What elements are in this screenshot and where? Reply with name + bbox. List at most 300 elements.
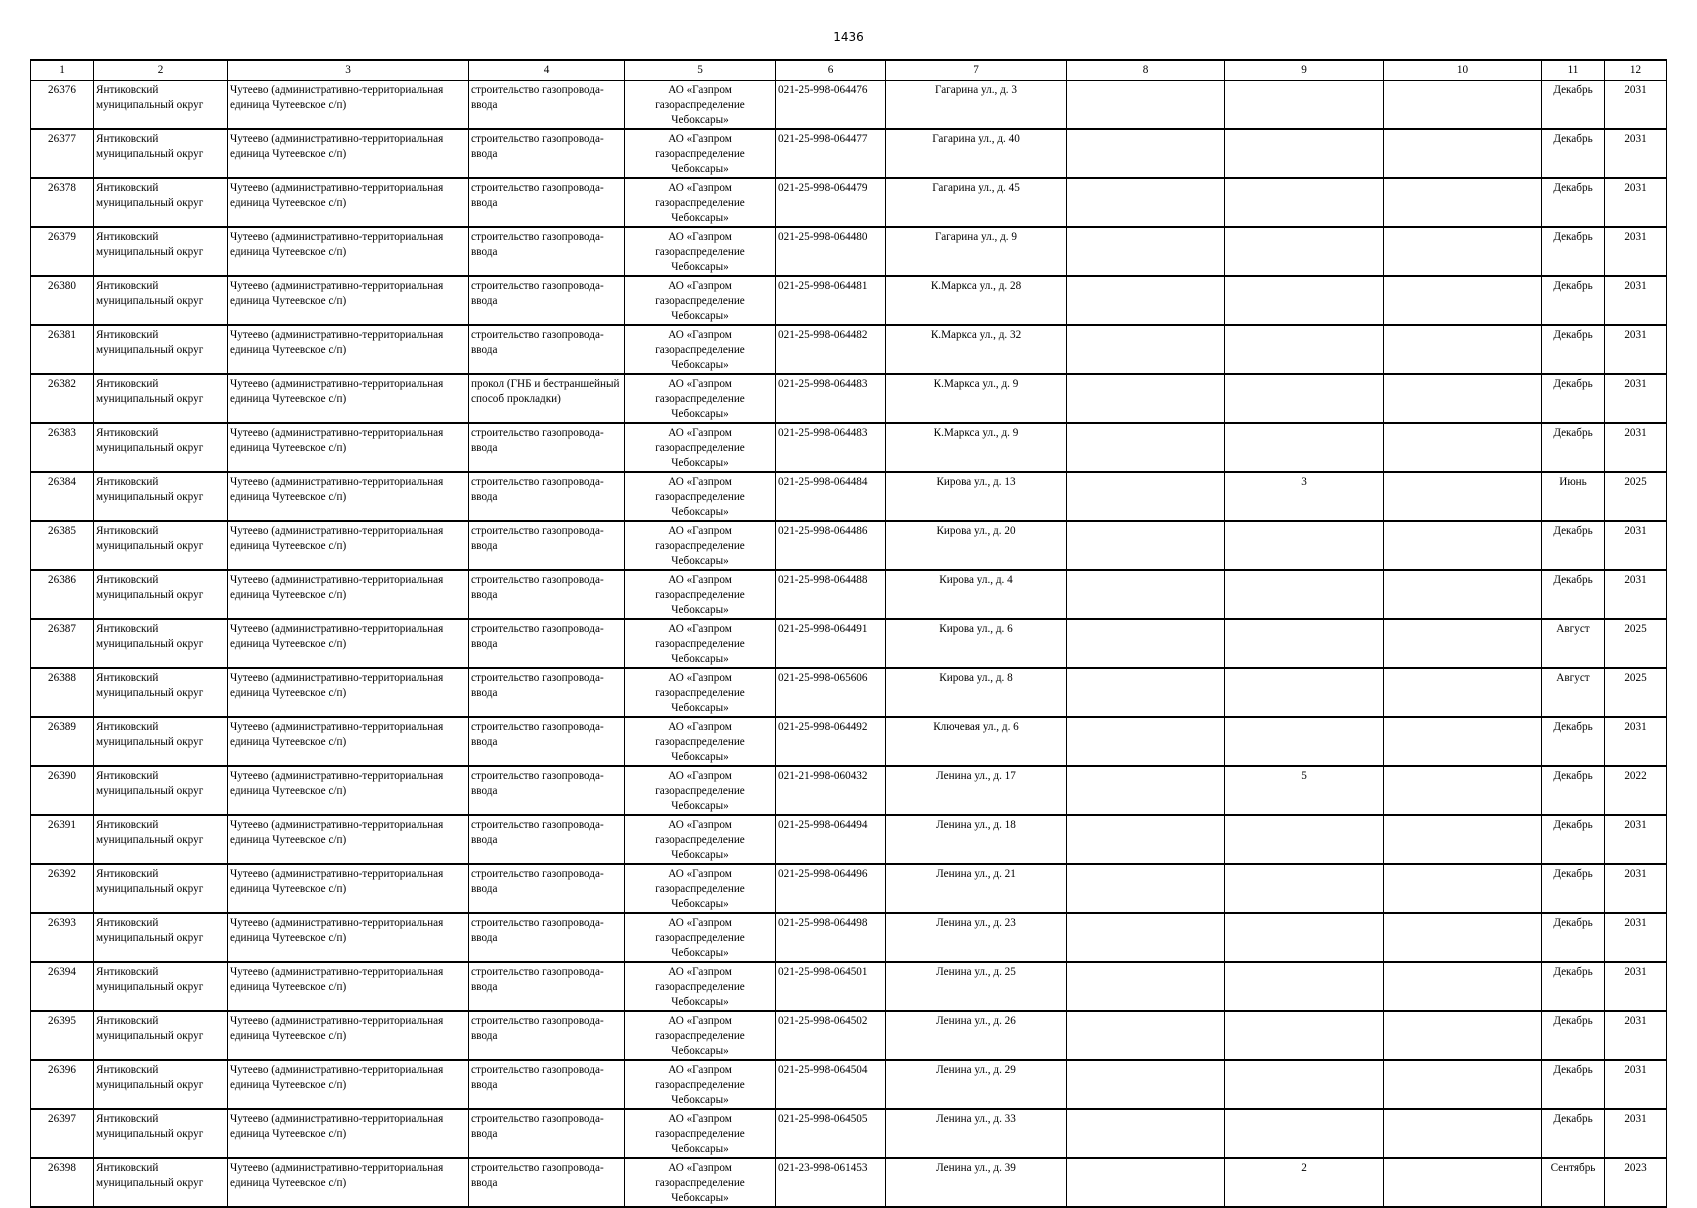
row-number-cell: 26383 — [31, 423, 94, 472]
column-9-cell — [1225, 815, 1384, 864]
year-cell: 2022 — [1605, 766, 1667, 815]
object-code-cell: 021-25-998-064479 — [776, 178, 886, 227]
table-row — [31, 227, 1667, 276]
column-8-cell — [1067, 717, 1225, 766]
row-number-cell: 26381 — [31, 325, 94, 374]
address-cell: Кирова ул., д. 4 — [886, 570, 1067, 619]
column-10-cell — [1384, 815, 1542, 864]
column-9-cell — [1225, 619, 1384, 668]
work-type-cell: строительство газопровода-ввода — [469, 423, 625, 472]
month-cell: Декабрь — [1542, 766, 1605, 815]
locality-cell: Чутеево (административно-территориальная единица Чутеевское с/п) — [228, 1011, 469, 1060]
year-cell: 2031 — [1605, 178, 1667, 227]
column-9-cell — [1225, 1011, 1384, 1060]
row-number-cell: 26386 — [31, 570, 94, 619]
month-cell: Июнь — [1542, 472, 1605, 521]
column-9-cell — [1225, 962, 1384, 1011]
locality-cell: Чутеево (административно-территориальная единица Чутеевское с/п) — [228, 1060, 469, 1109]
month-cell: Декабрь — [1542, 227, 1605, 276]
year-cell: 2031 — [1605, 521, 1667, 570]
address-cell: Ленина ул., д. 29 — [886, 1060, 1067, 1109]
column-10-cell — [1384, 1109, 1542, 1158]
column-10-cell — [1384, 570, 1542, 619]
organization-cell: АО «Газпром газораспределение Чебоксары» — [625, 619, 776, 668]
address-cell: К.Маркса ул., д. 9 — [886, 423, 1067, 472]
column-8-cell — [1067, 276, 1225, 325]
district-cell: Янтиковский муниципальный округ — [94, 521, 228, 570]
organization-cell: АО «Газпром газораспределение Чебоксары» — [625, 1109, 776, 1158]
year-cell: 2025 — [1605, 668, 1667, 717]
table-row — [31, 864, 1667, 913]
organization-cell: АО «Газпром газораспределение Чебоксары» — [625, 81, 776, 130]
locality-cell: Чутеево (административно-территориальная единица Чутеевское с/п) — [228, 619, 469, 668]
row-number-cell: 26394 — [31, 962, 94, 1011]
column-8-cell — [1067, 81, 1225, 130]
district-cell: Янтиковский муниципальный округ — [94, 178, 228, 227]
work-type-cell: строительство газопровода-ввода — [469, 325, 625, 374]
district-cell: Янтиковский муниципальный округ — [94, 913, 228, 962]
month-cell: Декабрь — [1542, 276, 1605, 325]
district-cell: Янтиковский муниципальный округ — [94, 1158, 228, 1207]
month-cell: Декабрь — [1542, 864, 1605, 913]
district-cell: Янтиковский муниципальный округ — [94, 276, 228, 325]
year-cell: 2031 — [1605, 129, 1667, 178]
year-cell: 2031 — [1605, 1011, 1667, 1060]
district-cell: Янтиковский муниципальный округ — [94, 962, 228, 1011]
object-code-cell: 021-25-998-064494 — [776, 815, 886, 864]
row-number-cell: 26391 — [31, 815, 94, 864]
work-type-cell: строительство газопровода-ввода — [469, 227, 625, 276]
table-row — [31, 913, 1667, 962]
organization-cell: АО «Газпром газораспределение Чебоксары» — [625, 521, 776, 570]
column-10-cell — [1384, 325, 1542, 374]
column-9-cell — [1225, 178, 1384, 227]
work-type-cell: строительство газопровода-ввода — [469, 472, 625, 521]
organization-cell: АО «Газпром газораспределение Чебоксары» — [625, 1158, 776, 1207]
district-cell: Янтиковский муниципальный округ — [94, 1109, 228, 1158]
month-cell: Декабрь — [1542, 521, 1605, 570]
organization-cell: АО «Газпром газораспределение Чебоксары» — [625, 472, 776, 521]
column-8-cell — [1067, 1109, 1225, 1158]
locality-cell: Чутеево (административно-территориальная единица Чутеевское с/п) — [228, 1158, 469, 1207]
locality-cell: Чутеево (административно-территориальная единица Чутеевское с/п) — [228, 668, 469, 717]
work-type-cell: строительство газопровода-ввода — [469, 570, 625, 619]
table-row — [31, 962, 1667, 1011]
object-code-cell: 021-23-998-061453 — [776, 1158, 886, 1207]
column-10-cell — [1384, 374, 1542, 423]
column-header: 4 — [469, 60, 625, 81]
year-cell: 2031 — [1605, 570, 1667, 619]
column-8-cell — [1067, 619, 1225, 668]
row-number-cell: 26385 — [31, 521, 94, 570]
district-cell: Янтиковский муниципальный округ — [94, 570, 228, 619]
organization-cell: АО «Газпром газораспределение Чебоксары» — [625, 717, 776, 766]
column-9-cell: 5 — [1225, 766, 1384, 815]
year-cell: 2031 — [1605, 962, 1667, 1011]
organization-cell: АО «Газпром газораспределение Чебоксары» — [625, 178, 776, 227]
year-cell: 2031 — [1605, 227, 1667, 276]
work-type-cell: строительство газопровода-ввода — [469, 1158, 625, 1207]
table-row — [31, 325, 1667, 374]
column-10-cell — [1384, 81, 1542, 130]
locality-cell: Чутеево (административно-территориальная единица Чутеевское с/п) — [228, 815, 469, 864]
object-code-cell: 021-25-998-064492 — [776, 717, 886, 766]
column-header: 7 — [886, 60, 1067, 81]
object-code-cell: 021-25-998-064498 — [776, 913, 886, 962]
table-row — [31, 472, 1667, 521]
table-row — [31, 1060, 1667, 1109]
object-code-cell: 021-25-998-064486 — [776, 521, 886, 570]
column-10-cell — [1384, 423, 1542, 472]
locality-cell: Чутеево (административно-территориальная единица Чутеевское с/п) — [228, 129, 469, 178]
district-cell: Янтиковский муниципальный округ — [94, 717, 228, 766]
column-10-cell — [1384, 619, 1542, 668]
year-cell: 2031 — [1605, 325, 1667, 374]
locality-cell: Чутеево (административно-территориальная единица Чутеевское с/п) — [228, 864, 469, 913]
organization-cell: АО «Газпром газораспределение Чебоксары» — [625, 227, 776, 276]
district-cell: Янтиковский муниципальный округ — [94, 423, 228, 472]
locality-cell: Чутеево (административно-территориальная единица Чутеевское с/п) — [228, 570, 469, 619]
column-header: 12 — [1605, 60, 1667, 81]
organization-cell: АО «Газпром газораспределение Чебоксары» — [625, 1011, 776, 1060]
locality-cell: Чутеево (административно-территориальная единица Чутеевское с/п) — [228, 423, 469, 472]
object-code-cell: 021-25-998-064491 — [776, 619, 886, 668]
district-cell: Янтиковский муниципальный округ — [94, 619, 228, 668]
work-type-cell: строительство газопровода-ввода — [469, 1109, 625, 1158]
object-code-cell: 021-25-998-064502 — [776, 1011, 886, 1060]
locality-cell: Чутеево (административно-территориальная единица Чутеевское с/п) — [228, 81, 469, 130]
work-type-cell: строительство газопровода-ввода — [469, 962, 625, 1011]
locality-cell: Чутеево (административно-территориальная единица Чутеевское с/п) — [228, 913, 469, 962]
district-cell: Янтиковский муниципальный округ — [94, 472, 228, 521]
object-code-cell: 021-25-998-064476 — [776, 81, 886, 130]
year-cell: 2025 — [1605, 472, 1667, 521]
organization-cell: АО «Газпром газораспределение Чебоксары» — [625, 815, 776, 864]
year-cell: 2031 — [1605, 717, 1667, 766]
work-type-cell: строительство газопровода-ввода — [469, 1060, 625, 1109]
year-cell: 2031 — [1605, 1109, 1667, 1158]
column-9-cell — [1225, 570, 1384, 619]
address-cell: Кирова ул., д. 6 — [886, 619, 1067, 668]
organization-cell: АО «Газпром газораспределение Чебоксары» — [625, 766, 776, 815]
column-8-cell — [1067, 472, 1225, 521]
column-header: 6 — [776, 60, 886, 81]
row-number-cell: 26384 — [31, 472, 94, 521]
district-cell: Янтиковский муниципальный округ — [94, 815, 228, 864]
column-9-cell — [1225, 227, 1384, 276]
column-header: 11 — [1542, 60, 1605, 81]
year-cell: 2031 — [1605, 1060, 1667, 1109]
locality-cell: Чутеево (административно-территориальная единица Чутеевское с/п) — [228, 717, 469, 766]
month-cell: Август — [1542, 619, 1605, 668]
table-row — [31, 178, 1667, 227]
column-8-cell — [1067, 570, 1225, 619]
column-8-cell — [1067, 864, 1225, 913]
year-cell: 2023 — [1605, 1158, 1667, 1207]
organization-cell: АО «Газпром газораспределение Чебоксары» — [625, 276, 776, 325]
column-8-cell — [1067, 962, 1225, 1011]
table-row — [31, 521, 1667, 570]
object-code-cell: 021-25-998-064484 — [776, 472, 886, 521]
table-row — [31, 717, 1667, 766]
district-cell: Янтиковский муниципальный округ — [94, 374, 228, 423]
address-cell: Ленина ул., д. 39 — [886, 1158, 1067, 1207]
column-10-cell — [1384, 521, 1542, 570]
row-number-cell: 26395 — [31, 1011, 94, 1060]
month-cell: Декабрь — [1542, 178, 1605, 227]
address-cell: Кирова ул., д. 20 — [886, 521, 1067, 570]
column-10-cell — [1384, 668, 1542, 717]
column-8-cell — [1067, 374, 1225, 423]
row-number-cell: 26389 — [31, 717, 94, 766]
year-cell: 2031 — [1605, 81, 1667, 130]
column-10-cell — [1384, 227, 1542, 276]
district-cell: Янтиковский муниципальный округ — [94, 81, 228, 130]
organization-cell: АО «Газпром газораспределение Чебоксары» — [625, 570, 776, 619]
district-cell: Янтиковский муниципальный округ — [94, 227, 228, 276]
address-cell: Ленина ул., д. 18 — [886, 815, 1067, 864]
column-9-cell — [1225, 129, 1384, 178]
row-number-cell: 26379 — [31, 227, 94, 276]
month-cell: Декабрь — [1542, 1011, 1605, 1060]
district-cell: Янтиковский муниципальный округ — [94, 864, 228, 913]
locality-cell: Чутеево (административно-территориальная единица Чутеевское с/п) — [228, 178, 469, 227]
object-code-cell: 021-25-998-065606 — [776, 668, 886, 717]
row-number-cell: 26396 — [31, 1060, 94, 1109]
gasification-register-table — [30, 59, 1667, 1208]
object-code-cell: 021-25-998-064505 — [776, 1109, 886, 1158]
month-cell: Сентябрь — [1542, 1158, 1605, 1207]
work-type-cell: строительство газопровода-ввода — [469, 276, 625, 325]
column-header: 3 — [228, 60, 469, 81]
table-row — [31, 423, 1667, 472]
table-row — [31, 668, 1667, 717]
month-cell: Декабрь — [1542, 129, 1605, 178]
work-type-cell: строительство газопровода-ввода — [469, 766, 625, 815]
row-number-cell: 26387 — [31, 619, 94, 668]
column-10-cell — [1384, 472, 1542, 521]
column-8-cell — [1067, 766, 1225, 815]
column-8-cell — [1067, 521, 1225, 570]
table-row — [31, 815, 1667, 864]
month-cell: Декабрь — [1542, 570, 1605, 619]
column-9-cell — [1225, 668, 1384, 717]
table-body — [31, 81, 1667, 1208]
row-number-cell: 26390 — [31, 766, 94, 815]
year-cell: 2025 — [1605, 619, 1667, 668]
column-header: 1 — [31, 60, 94, 81]
address-cell: Кирова ул., д. 13 — [886, 472, 1067, 521]
object-code-cell: 021-21-998-060432 — [776, 766, 886, 815]
column-9-cell — [1225, 913, 1384, 962]
row-number-cell: 26380 — [31, 276, 94, 325]
year-cell: 2031 — [1605, 374, 1667, 423]
work-type-cell: строительство газопровода-ввода — [469, 521, 625, 570]
row-number-cell: 26377 — [31, 129, 94, 178]
table-row — [31, 1109, 1667, 1158]
column-9-cell — [1225, 1109, 1384, 1158]
page-number: 1436 — [833, 30, 864, 44]
locality-cell: Чутеево (административно-территориальная единица Чутеевское с/п) — [228, 1109, 469, 1158]
address-cell: Ленина ул., д. 23 — [886, 913, 1067, 962]
column-header: 5 — [625, 60, 776, 81]
column-9-cell: 2 — [1225, 1158, 1384, 1207]
locality-cell: Чутеево (административно-территориальная единица Чутеевское с/п) — [228, 227, 469, 276]
row-number-cell: 26393 — [31, 913, 94, 962]
column-10-cell — [1384, 129, 1542, 178]
work-type-cell: строительство газопровода-ввода — [469, 717, 625, 766]
column-9-cell — [1225, 423, 1384, 472]
locality-cell: Чутеево (административно-территориальная единица Чутеевское с/п) — [228, 521, 469, 570]
column-10-cell — [1384, 1011, 1542, 1060]
month-cell: Декабрь — [1542, 1109, 1605, 1158]
column-header: 9 — [1225, 60, 1384, 81]
column-8-cell — [1067, 178, 1225, 227]
district-cell: Янтиковский муниципальный округ — [94, 668, 228, 717]
object-code-cell: 021-25-998-064477 — [776, 129, 886, 178]
column-9-cell — [1225, 276, 1384, 325]
month-cell: Декабрь — [1542, 1060, 1605, 1109]
organization-cell: АО «Газпром газораспределение Чебоксары» — [625, 325, 776, 374]
year-cell: 2031 — [1605, 815, 1667, 864]
address-cell: К.Маркса ул., д. 32 — [886, 325, 1067, 374]
year-cell: 2031 — [1605, 913, 1667, 962]
address-cell: К.Маркса ул., д. 28 — [886, 276, 1067, 325]
column-header: 10 — [1384, 60, 1542, 81]
work-type-cell: строительство газопровода-ввода — [469, 815, 625, 864]
district-cell: Янтиковский муниципальный округ — [94, 1011, 228, 1060]
locality-cell: Чутеево (административно-территориальная единица Чутеевское с/п) — [228, 325, 469, 374]
organization-cell: АО «Газпром газораспределение Чебоксары» — [625, 423, 776, 472]
column-8-cell — [1067, 325, 1225, 374]
row-number-cell: 26388 — [31, 668, 94, 717]
locality-cell: Чутеево (административно-территориальная единица Чутеевское с/п) — [228, 276, 469, 325]
column-header: 2 — [94, 60, 228, 81]
district-cell: Янтиковский муниципальный округ — [94, 766, 228, 815]
column-8-cell — [1067, 1011, 1225, 1060]
month-cell: Август — [1542, 668, 1605, 717]
object-code-cell: 021-25-998-064483 — [776, 423, 886, 472]
object-code-cell: 021-25-998-064504 — [776, 1060, 886, 1109]
organization-cell: АО «Газпром газораспределение Чебоксары» — [625, 374, 776, 423]
table-row — [31, 374, 1667, 423]
locality-cell: Чутеево (административно-территориальная единица Чутеевское с/п) — [228, 374, 469, 423]
column-9-cell — [1225, 374, 1384, 423]
column-8-cell — [1067, 668, 1225, 717]
table-row — [31, 619, 1667, 668]
column-9-cell: 3 — [1225, 472, 1384, 521]
table-row — [31, 766, 1667, 815]
column-10-cell — [1384, 962, 1542, 1011]
row-number-cell: 26398 — [31, 1158, 94, 1207]
object-code-cell: 021-25-998-064482 — [776, 325, 886, 374]
object-code-cell: 021-25-998-064481 — [776, 276, 886, 325]
address-cell: Гагарина ул., д. 45 — [886, 178, 1067, 227]
work-type-cell: строительство газопровода-ввода — [469, 668, 625, 717]
column-9-cell — [1225, 1060, 1384, 1109]
column-9-cell — [1225, 717, 1384, 766]
district-cell: Янтиковский муниципальный округ — [94, 129, 228, 178]
month-cell: Декабрь — [1542, 325, 1605, 374]
row-number-cell: 26382 — [31, 374, 94, 423]
column-header: 8 — [1067, 60, 1225, 81]
column-8-cell — [1067, 227, 1225, 276]
row-number-cell: 26397 — [31, 1109, 94, 1158]
object-code-cell: 021-25-998-064488 — [776, 570, 886, 619]
month-cell: Декабрь — [1542, 717, 1605, 766]
work-type-cell: прокол (ГНБ и бестраншейный способ прокладки) — [469, 374, 625, 423]
work-type-cell: строительство газопровода-ввода — [469, 81, 625, 130]
column-8-cell — [1067, 423, 1225, 472]
district-cell: Янтиковский муниципальный округ — [94, 325, 228, 374]
month-cell: Декабрь — [1542, 81, 1605, 130]
work-type-cell: строительство газопровода-ввода — [469, 913, 625, 962]
table-row — [31, 276, 1667, 325]
address-cell: Ленина ул., д. 25 — [886, 962, 1067, 1011]
table-row — [31, 570, 1667, 619]
column-8-cell — [1067, 913, 1225, 962]
address-cell: Кирова ул., д. 8 — [886, 668, 1067, 717]
table-row — [31, 129, 1667, 178]
organization-cell: АО «Газпром газораспределение Чебоксары» — [625, 913, 776, 962]
work-type-cell: строительство газопровода-ввода — [469, 178, 625, 227]
organization-cell: АО «Газпром газораспределение Чебоксары» — [625, 864, 776, 913]
table-row — [31, 81, 1667, 130]
column-10-cell — [1384, 913, 1542, 962]
address-cell: Ленина ул., д. 26 — [886, 1011, 1067, 1060]
header-row — [31, 60, 1667, 81]
address-cell: Гагарина ул., д. 3 — [886, 81, 1067, 130]
organization-cell: АО «Газпром газораспределение Чебоксары» — [625, 129, 776, 178]
address-cell: Ленина ул., д. 33 — [886, 1109, 1067, 1158]
organization-cell: АО «Газпром газораспределение Чебоксары» — [625, 668, 776, 717]
address-cell: Гагарина ул., д. 40 — [886, 129, 1067, 178]
month-cell: Декабрь — [1542, 423, 1605, 472]
column-8-cell — [1067, 815, 1225, 864]
month-cell: Декабрь — [1542, 913, 1605, 962]
work-type-cell: строительство газопровода-ввода — [469, 1011, 625, 1060]
address-cell: Ленина ул., д. 17 — [886, 766, 1067, 815]
address-cell: К.Маркса ул., д. 9 — [886, 374, 1067, 423]
row-number-cell: 26392 — [31, 864, 94, 913]
object-code-cell: 021-25-998-064496 — [776, 864, 886, 913]
district-cell: Янтиковский муниципальный округ — [94, 1060, 228, 1109]
organization-cell: АО «Газпром газораспределение Чебоксары» — [625, 1060, 776, 1109]
column-9-cell — [1225, 864, 1384, 913]
month-cell: Декабрь — [1542, 962, 1605, 1011]
column-8-cell — [1067, 1060, 1225, 1109]
column-10-cell — [1384, 717, 1542, 766]
work-type-cell: строительство газопровода-ввода — [469, 129, 625, 178]
column-9-cell — [1225, 325, 1384, 374]
column-10-cell — [1384, 276, 1542, 325]
column-10-cell — [1384, 1060, 1542, 1109]
year-cell: 2031 — [1605, 864, 1667, 913]
work-type-cell: строительство газопровода-ввода — [469, 619, 625, 668]
column-10-cell — [1384, 766, 1542, 815]
year-cell: 2031 — [1605, 423, 1667, 472]
column-10-cell — [1384, 178, 1542, 227]
row-number-cell: 26378 — [31, 178, 94, 227]
column-10-cell — [1384, 864, 1542, 913]
column-8-cell — [1067, 129, 1225, 178]
work-type-cell: строительство газопровода-ввода — [469, 864, 625, 913]
month-cell: Декабрь — [1542, 815, 1605, 864]
address-cell: Ключевая ул., д. 6 — [886, 717, 1067, 766]
address-cell: Ленина ул., д. 21 — [886, 864, 1067, 913]
table-row — [31, 1011, 1667, 1060]
organization-cell: АО «Газпром газораспределение Чебоксары» — [625, 962, 776, 1011]
